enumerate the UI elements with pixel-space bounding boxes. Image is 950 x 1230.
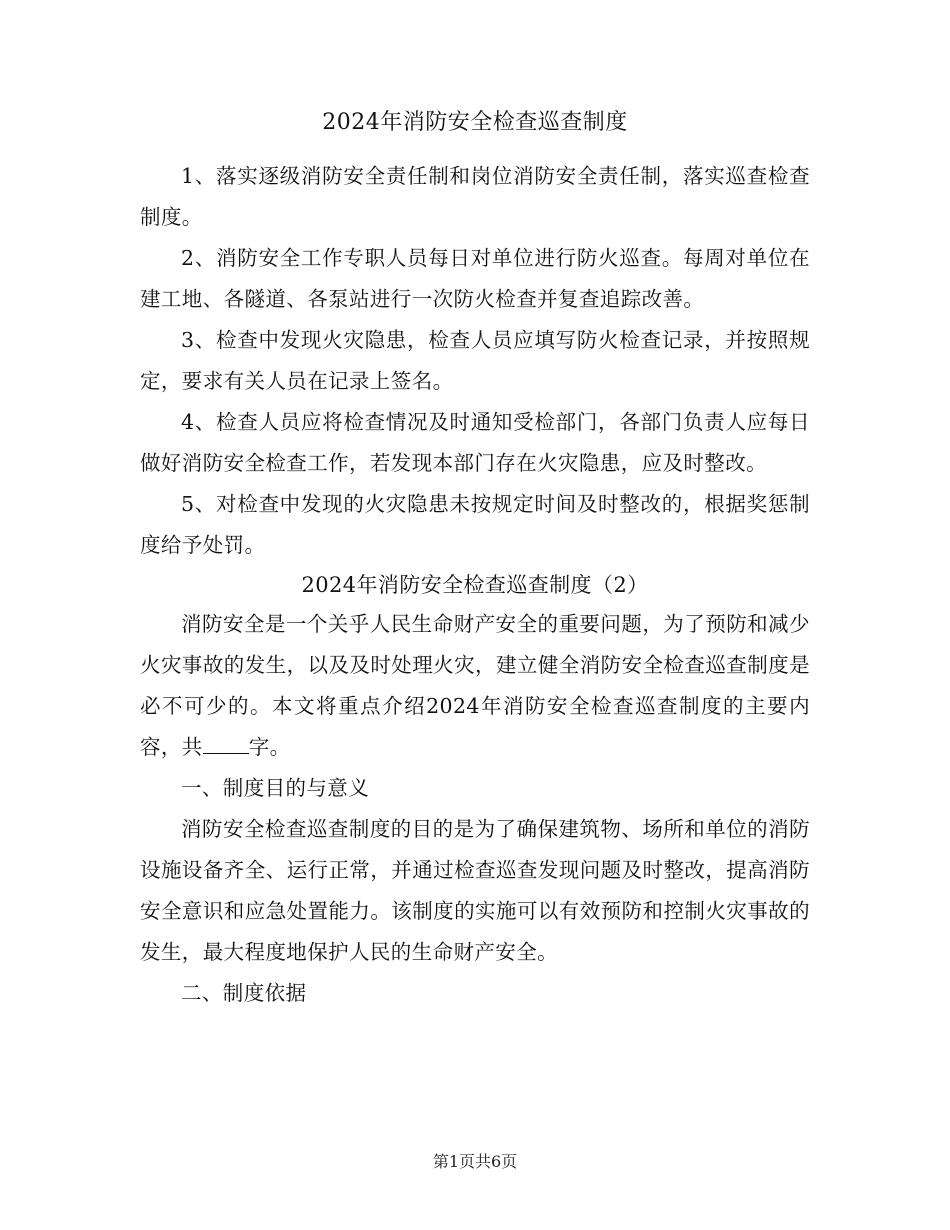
rule-paragraph-2: 2、消防安全工作专职人员每日对单位进行防火巡查。每周对单位在建工地、各隧道、各泵站进行一次防火检查并复查追踪改善。: [140, 246, 810, 311]
rule-paragraph-3: 3、检查中发现火灾隐患，检查人员应填写防火检查记录，并按照规定，要求有关人员在记录上签名。: [140, 328, 810, 393]
heading-purpose: 一、制度目的与意义: [181, 776, 370, 800]
rule-paragraph-1: 1、落实逐级消防安全责任制和岗位消防安全责任制，落实巡查检查制度。: [140, 164, 810, 229]
word-count-blank: [203, 735, 249, 754]
page-number: 第1页共6页: [432, 1152, 518, 1171]
intro-text-end: 字。: [248, 735, 291, 759]
document-title: 2024年消防安全检查巡查制度: [322, 110, 628, 135]
intro-text: 消防安全是一个关乎人民生命财产安全的重要问题，为了预防和减少火灾事故的发生，以及及时处理火灾，建立健全消防安全检查巡查制度是必不可少的。本文将重点介绍2024年消防安全检查巡查制度的主要内容，共: [140, 612, 810, 759]
heading-basis: 二、制度依据: [181, 981, 307, 1005]
rule-paragraph-5: 5、对检查中发现的火灾隐患未按规定时间及时整改的，根据奖惩制度给予处罚。: [140, 492, 810, 557]
purpose-paragraph: 消防安全检查巡查制度的目的是为了确保建筑物、场所和单位的消防设施设备齐全、运行正常，并通过检查巡查发现问题及时整改，提高消防安全意识和应急处置能力。该制度的实施可以有效预防和控制火灾事故的发生，最大程度地保护人民的生命财产安全。: [140, 817, 810, 964]
section-2-intro: [140, 604, 810, 768]
rule-paragraph-4: 4、检查人员应将检查情况及时通知受检部门，各部门负责人应每日做好消防安全检查工作，若发现本部门存在火灾隐患，应及时整改。: [140, 410, 810, 475]
document-body: [140, 102, 810, 1014]
title-spacer: [140, 144, 810, 156]
section-2-title: 2024年消防安全检查巡查制度（2）: [301, 573, 649, 597]
